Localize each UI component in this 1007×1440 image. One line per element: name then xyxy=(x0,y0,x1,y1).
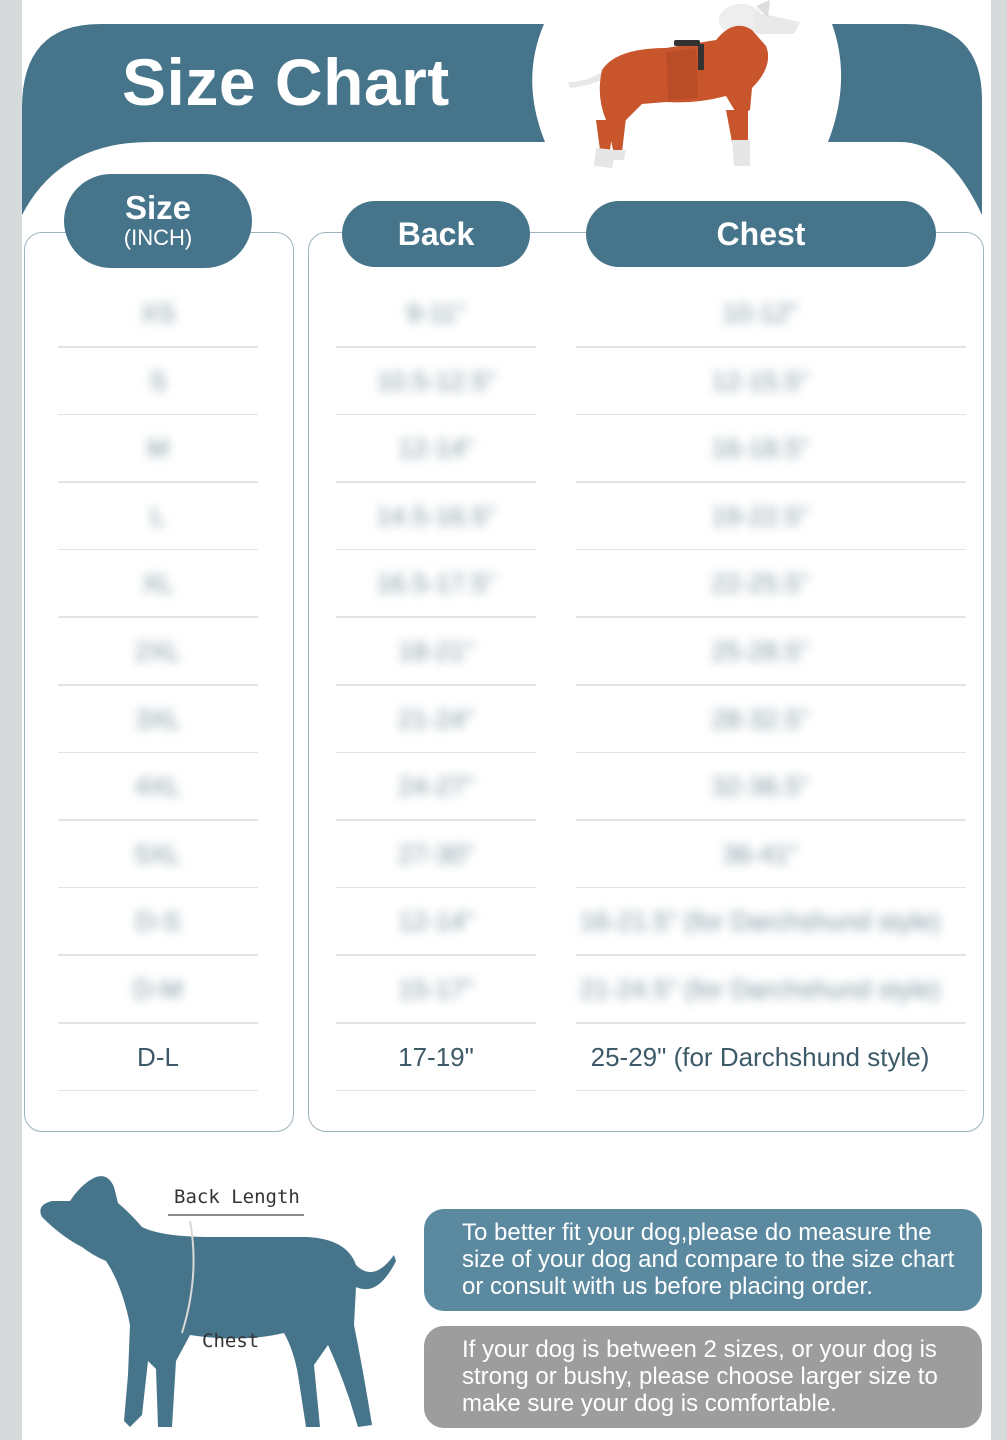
chest-header: Chest xyxy=(586,201,936,267)
size-header-label: Size xyxy=(124,189,192,226)
size-cell: 2XL xyxy=(134,636,182,666)
row-divider xyxy=(336,1090,536,1092)
row-divider xyxy=(58,954,258,956)
back-cell: 16.5-17.5" xyxy=(376,568,496,599)
chest-cell: 16-18.5" xyxy=(711,433,809,464)
row-divider xyxy=(576,887,966,889)
row-divider xyxy=(58,616,258,618)
row-divider xyxy=(336,414,536,416)
chest-cell: 25-28.5" xyxy=(711,636,809,666)
back-header: Back xyxy=(342,201,530,267)
row-divider xyxy=(576,752,966,754)
between-sizes-note xyxy=(424,1326,982,1428)
size-cell: M xyxy=(147,433,169,464)
row-divider xyxy=(336,346,536,348)
row-divider xyxy=(58,346,258,348)
back-cell: 27-30" xyxy=(398,838,474,869)
back-length-label: Back Length xyxy=(174,1186,300,1208)
back-cell: 24-27" xyxy=(398,771,474,802)
chest-cell: 21-24.5" (for Darchshund style) xyxy=(579,974,941,1004)
row-divider xyxy=(336,549,536,551)
chest-cell: 22-25.5" xyxy=(711,568,809,599)
row-divider xyxy=(336,616,536,618)
row-divider xyxy=(58,887,258,889)
row-divider xyxy=(576,684,966,686)
row-divider xyxy=(576,481,966,483)
row-divider xyxy=(336,887,536,889)
back-cell: 18-21" xyxy=(398,636,474,666)
chest-cell: 12-15.5" xyxy=(711,365,809,396)
fit-advice-text: To better fit your dog,please do measure the size of your dog and compare to the size chart or consult with us before placing order. xyxy=(462,1219,955,1300)
row-divider xyxy=(576,954,966,956)
chest-label: Chest xyxy=(202,1330,260,1352)
size-cell: D-M xyxy=(133,974,183,1004)
between-sizes-text: If your dog is between 2 sizes, or your dog is strong or bushy, please choose larger size to make sure your dog is comfortable. xyxy=(462,1336,938,1417)
row-divider xyxy=(576,1090,966,1092)
chest-cell: 19-22.5" xyxy=(711,500,809,531)
row-divider xyxy=(336,819,536,821)
fit-advice-note xyxy=(424,1209,982,1311)
size-cell: 4XL xyxy=(134,771,182,802)
back-cell: 12-14" xyxy=(398,433,474,464)
size-cell: 5XL xyxy=(134,838,182,869)
row-divider xyxy=(576,414,966,416)
row-divider xyxy=(336,481,536,483)
chest-cell: 32-36.5" xyxy=(711,771,809,802)
row-divider xyxy=(58,1022,258,1024)
row-divider xyxy=(58,414,258,416)
size-cell: L xyxy=(150,500,166,531)
row-divider xyxy=(576,616,966,618)
row-divider xyxy=(336,752,536,754)
size-cell: D-L xyxy=(137,1041,179,1072)
back-cell: 10.5-12.5" xyxy=(376,365,496,396)
row-divider xyxy=(576,1022,966,1024)
size-cell: 3XL xyxy=(134,703,182,734)
row-divider xyxy=(58,752,258,754)
back-cell: 9-11" xyxy=(406,298,466,328)
back-cell: 14.5-16.5" xyxy=(376,500,496,531)
size-cell: XL xyxy=(142,568,174,599)
back-cell: 15-17" xyxy=(398,974,474,1004)
row-divider xyxy=(336,1022,536,1024)
chest-cell: 10-12" xyxy=(722,298,798,328)
dog-coat-image xyxy=(556,0,816,170)
row-divider xyxy=(58,481,258,483)
size-header xyxy=(64,174,252,268)
row-divider xyxy=(58,549,258,551)
back-cell: 21-24" xyxy=(398,703,474,734)
size-cell: D-S xyxy=(135,906,181,937)
row-divider xyxy=(336,954,536,956)
chest-cell: 25-29" (for Darchshund style) xyxy=(590,1041,930,1072)
chest-cell: 36-41" xyxy=(722,838,798,869)
row-divider xyxy=(58,1090,258,1092)
back-cell: 17-19" xyxy=(398,1041,474,1072)
row-divider xyxy=(576,819,966,821)
size-header-unit: (INCH) xyxy=(123,225,193,250)
row-divider xyxy=(58,684,258,686)
size-cell: XS xyxy=(140,298,176,328)
chest-cell: 28-32.5" xyxy=(711,703,809,734)
size-cell: S xyxy=(149,365,167,396)
row-divider xyxy=(576,549,966,551)
row-divider xyxy=(58,819,258,821)
page-title: Size Chart xyxy=(122,45,450,119)
chest-cell: 16-21.5" (for Darchshund style) xyxy=(579,906,941,937)
row-divider xyxy=(336,684,536,686)
row-divider xyxy=(576,346,966,348)
back-cell: 12-14" xyxy=(398,906,474,937)
